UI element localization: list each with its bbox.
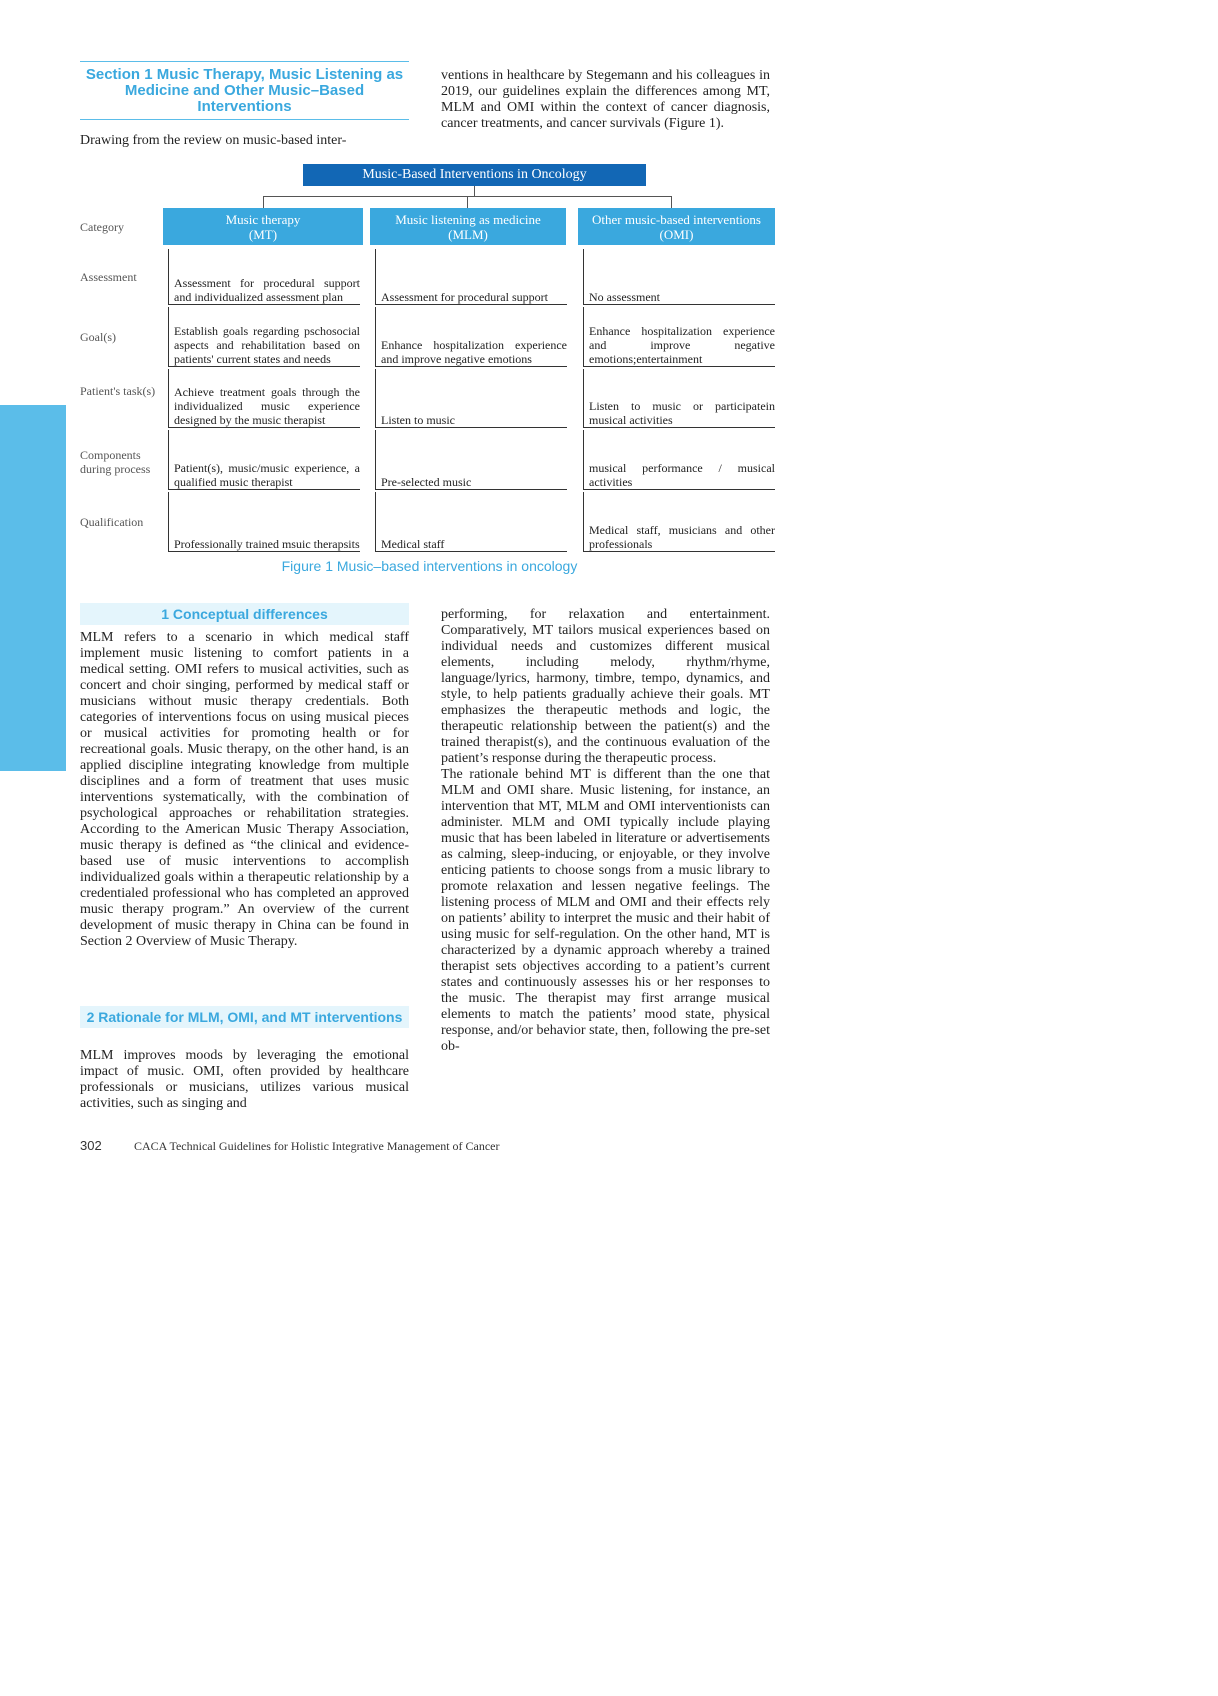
sidebar-tab (0, 405, 66, 1141)
cell-tasks-mt (168, 369, 360, 428)
row-label-goals: Goal(s) (80, 330, 116, 344)
subheading-rationale: 2 Rationale for MLM, OMI, and MT interventions (80, 1006, 409, 1028)
cell-qualification-mt (168, 492, 360, 552)
row-label-category: Category (80, 220, 124, 234)
cell-text: Medical staff, musicians and other professionals (589, 523, 775, 551)
cell-components-mt (168, 430, 360, 490)
cell-text: No assessment (589, 290, 660, 304)
cell-qualification-omi (583, 492, 775, 552)
cell-goals-mt (168, 307, 360, 367)
cell-goals-omi (583, 307, 775, 367)
cell-goals-mlm (375, 307, 567, 367)
right-paragraph-2: The rationale behind MT is different than the one that MLM and OMI share. Music listening, for instance, an intervention that MT, MLM and OMI interventionists can administer. MLM and OMI typically include playing music that has been labeled in literature or advertisements as calming, sleep-inducing, or enjoyable, or they involve enticing patients to choose songs from a music library to promote relaxation and lessen negative feelings. The listening process of MLM and OMI and their effects rely on patients’ ability to interpret the music and their habit of using music for self-regulation. On the other hand, MT is characterized by a dynamic approach whereby a trained therapist sets objectives according to a patient’s current states and continuously assesses his or her responses to the music. The therapist may first arrange musical elements to match the patients’ mood state, physical response, and/or behavior state, then, following the pre-set ob- (441, 767, 770, 1054)
cell-text: Listen to music (381, 413, 455, 427)
cell-components-mlm (375, 430, 567, 490)
row-label-components: Components during process (80, 448, 151, 476)
column-header-omi (578, 208, 775, 245)
figure-title: Music-Based Interventions in Oncology (303, 164, 646, 186)
intro-paragraph-right: ventions in healthcare by Stegemann and his colleagues in 2019, our guidelines explain the differences among MT, MLM and OMI within the context of cancer diagnosis, cancer treatments, and cancer survivals (Figure 1). (441, 68, 770, 131)
connector-mlm (467, 196, 468, 208)
cell-text: Enhance hospitalization experience and improve negative emotions (381, 338, 567, 366)
running-title: CACA Technical Guidelines for Holistic Integrative Management of Cancer (134, 1139, 500, 1153)
cell-text: musical performance / musical activities (589, 461, 775, 489)
cell-text: Professionally trained msuic therapsits (174, 537, 360, 551)
cell-assessment-omi (583, 249, 775, 305)
column-header-mlm-line2: (MLM) (448, 226, 488, 242)
right-paragraph-1: performing, for relaxation and entertainment. Comparatively, MT tailors musical experiences based on individual needs and customizes different musical elements, including melody, rhythm/rhyme, language/lyrics, harmony, timbre, tempo, dynamics, and style, to help patients gradually achieve their goals. MT emphasizes the therapeutic methods and logic, the therapeutic relationship between the patient(s) and the trained therapist(s), and the continuous evaluation of the patient’s response during the therapeutic process. (441, 607, 770, 766)
column-header-omi-line1: Other music-based interventions (592, 211, 761, 227)
cell-components-omi (583, 430, 775, 490)
column-header-omi-line2: (OMI) (659, 226, 694, 242)
body-paragraph-1: MLM refers to a scenario in which medical staff implement music listening to comfort patients in a medical setting. OMI refers to musical activities, such as concert and choir singing, performed by medical staff or musicians without music therapy credentials. Both categories of interventions focus on using musical pieces or musical activities for promoting health or for recreational goals. Music therapy, on the other hand, is an applied discipline integrating knowledge from multiple disciplines and a form of treatment that uses music interventions systematically, with the combination of psychological approaches or rehabilitation strategies. According to the American Music Therapy Association, music therapy is defined as “the clinical and evidence-based use of music interventions to accomplish individualized goals within a therapeutic relationship by a credentialed professional who has completed an approved music therapy program.” An overview of the current development of music therapy in China can be found in Section 2 Overview of Music Therapy. (80, 630, 409, 949)
figure-caption: Figure 1 Music–based interventions in oncology (281, 558, 578, 574)
cell-text: Assessment for procedural support and individualized assessment plan (174, 276, 360, 304)
section-heading: Section 1 Music Therapy, Music Listening as Medicine and Other Music–Based Interventions (80, 61, 409, 120)
intro-paragraph-left: Drawing from the review on music-based inter- (80, 133, 347, 148)
cell-text: Establish goals regarding pschosocial aspects and rehabilitation based on patients' current states and needs (174, 324, 360, 366)
connector-stem (474, 186, 475, 196)
column-header-mlm-line1: Music listening as medicine (395, 211, 541, 227)
column-header-mlm (370, 208, 566, 245)
cell-text: Enhance hospitalization experience and improve negative emotions;entertainment (589, 324, 775, 366)
row-label-patient-tasks: Patient's task(s) (80, 384, 156, 398)
body-paragraph-2: MLM improves moods by leveraging the emotional impact of music. OMI, often provided by healthcare professionals or musicians, utilizes various musical activities, such as singing and (80, 1048, 409, 1111)
subheading-conceptual-differences: 1 Conceptual differences (80, 603, 409, 625)
row-label-qualification: Qualification (80, 515, 144, 529)
cell-tasks-mlm (375, 369, 567, 428)
cell-text: Patient(s), music/music experience, a qualified music therapist (174, 461, 360, 489)
cell-text: Pre-selected music (381, 475, 472, 489)
sidebar-vertical-title: Music-Based Interventions in Oncology (22, 845, 43, 1141)
cell-qualification-mlm (375, 492, 567, 552)
cell-assessment-mlm (375, 249, 567, 305)
cell-text: Assessment for procedural support (381, 290, 548, 304)
right-column-text (441, 607, 770, 1055)
column-header-mt-line1: Music therapy (225, 211, 301, 227)
connector-omi (671, 196, 672, 208)
cell-tasks-omi (583, 369, 775, 428)
column-header-mt-line2: (MT) (248, 226, 278, 242)
connector-mt (263, 196, 264, 208)
column-header-mt (163, 208, 363, 245)
cell-text: Listen to music or participatein musical activities (589, 399, 775, 427)
cell-assessment-mt (168, 249, 360, 305)
page-number: 302 (80, 1138, 102, 1153)
cell-text: Achieve treatment goals through the individualized music experience designed by the music therapist (174, 385, 360, 427)
row-label-assessment: Assessment (80, 270, 137, 284)
cell-text: Medical staff (381, 537, 445, 551)
